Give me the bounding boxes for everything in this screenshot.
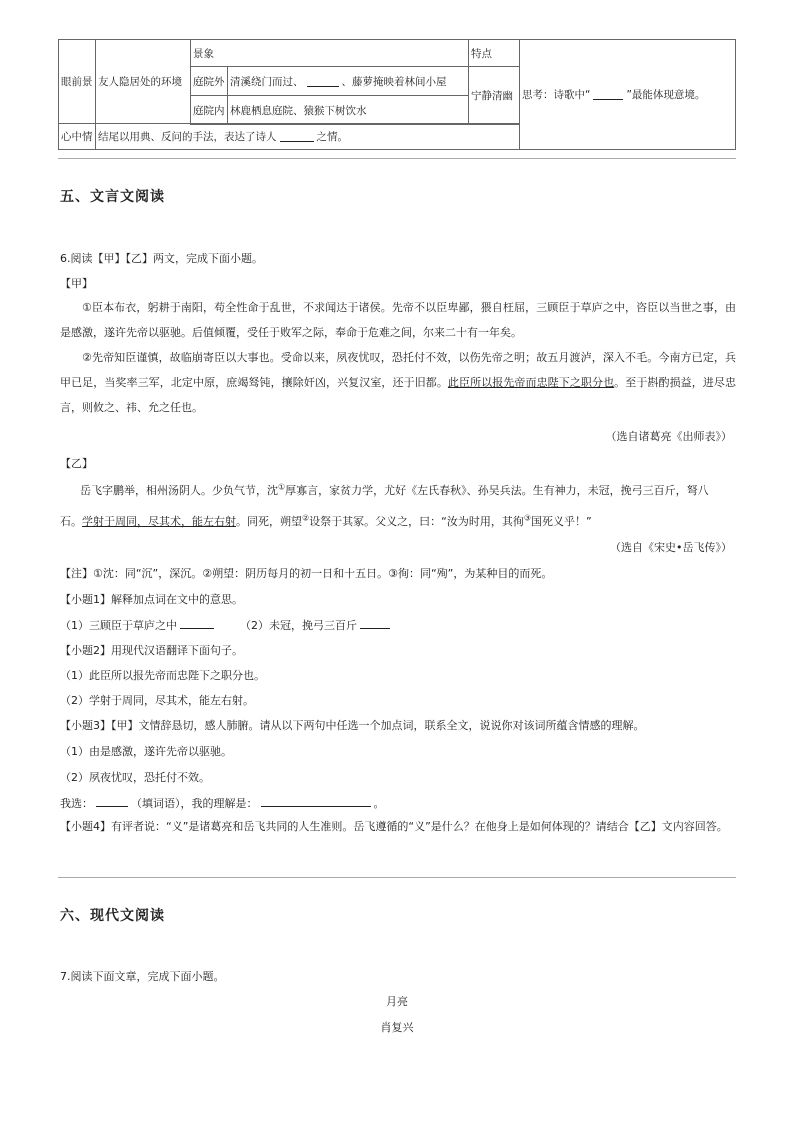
text: 我选： (60, 797, 93, 810)
poem-analysis-table (58, 39, 736, 150)
text: 厚寡言，家贫力学，尤好《左氏春秋》、孙吴兵法。生有神力，未冠，挽弓三百斤，弩八 (285, 484, 709, 497)
cell-environment (95, 39, 191, 124)
article-title: 月亮 (386, 995, 408, 1008)
annotation-note: 【注】①沈：同“沉”，深沉。②朔望：阴历每月的初一日和十五日。③徇：同“殉”，为某种目的而死。 (60, 567, 553, 580)
answer-blank[interactable] (280, 131, 314, 142)
answer-blank[interactable] (593, 89, 623, 100)
cell-think (519, 39, 736, 150)
cell-text: ”最能体现意境。 (626, 89, 706, 101)
cell-text: 之情。 (316, 131, 348, 143)
note-mark: ① (278, 482, 286, 492)
cell-text: 庭院外 (193, 75, 225, 88)
divider (58, 877, 736, 878)
subquestion-4: 【小题4】有评者说：“义”是诸葛亮和岳飞共同的人生准则。岳飞遵循的“义”是什么？在他身上是如何体现的？请结合【乙】文内容回答。 (60, 820, 728, 833)
passage-label-yi: 【乙】 (60, 457, 93, 470)
note-mark: ② (302, 513, 310, 523)
subquestion-2-b: （2）学射于周同，尽其术，能左右射。 (60, 694, 254, 707)
text: ②先帝知臣谨慎，故临崩寄臣以大事也。受命以来，夙夜忧叹，恐托付不效，以伤先帝之明；故五月渡泸，深入不毛。今南方已定，兵甲已足，当奖率三军，北定中原，庶竭驽钝，攘除奸凶，兴复汉室，还于旧都。 (60, 351, 736, 389)
text: （1）三顾臣于草庐之中 (60, 619, 177, 632)
cell-text: 眼前景 (61, 76, 93, 88)
cell-outside (190, 66, 228, 96)
subquestion-2-a: （1）此臣所以报先帝而忠陛下之职分也。 (60, 669, 265, 682)
cell-text: 友人隐居处的环境 (98, 76, 182, 88)
passage-jia-p2 (60, 345, 736, 420)
cell-outside-text (227, 66, 469, 96)
answer-blank[interactable] (180, 618, 214, 629)
passage-yi-line1 (80, 482, 709, 498)
subquestion-2: 【小题2】用现代汉语翻译下面句子。 (60, 644, 243, 657)
cell-front-scene (58, 39, 96, 124)
cell-header-feature (468, 39, 520, 67)
passage-label-jia: 【甲】 (60, 277, 93, 290)
note-mark: ③ (523, 513, 532, 523)
cell-text: 特点 (471, 47, 492, 60)
section-title: 五、文言文阅读 (60, 189, 165, 205)
text: （2）未冠，挽弓三百斤 (240, 619, 357, 632)
text: 石。 (60, 515, 82, 528)
cell-text: 宁静清幽 (471, 90, 513, 102)
cell-inside (190, 95, 228, 125)
subquestion-3-answer (60, 795, 385, 811)
answer-blank[interactable] (360, 618, 390, 629)
question-intro: 7.阅读下面文章，完成下面小题。 (60, 970, 225, 983)
subquestion-3: 【小题3】【甲】文情辞恳切，感人肺腑。请从以下两句中任选一个加点词，联系全文，说说你对该词所蕴含情感的理解。 (60, 719, 645, 732)
passage-yi-line2 (60, 513, 592, 529)
cell-text: 、藤萝掩映着林间小屋 (341, 75, 447, 88)
underlined-sentence: 学射于周同，尽其术，能左右射 (82, 515, 236, 528)
cell-text: 心中情 (61, 131, 93, 143)
cell-text: 庭院内 (193, 104, 225, 117)
passage-jia-p1: ①臣本布衣，躬耕于南阳，苟全性命于乱世，不求闻达于诸侯。先帝不以臣卑鄙，猥自枉屈，三顾臣于草庐之中，咨臣以当世之事，由是感激，遂许先帝以驱驰。后值倾覆，受任于败军之际，奉命于危难之间，尔来二十有一年矣。 (60, 301, 736, 339)
cell-inside-text (227, 95, 469, 125)
section-title: 六、现代文阅读 (60, 908, 165, 924)
source-jia: （选自诸葛亮《出师表》） (605, 430, 732, 443)
article-author: 肖复兴 (380, 1021, 414, 1034)
text: 设祭于其冢。父义之，曰：“汝为时用，其徇 (309, 515, 524, 528)
subquestion-3-b: （2）夙夜忧叹，恐托付不效。 (60, 771, 210, 784)
answer-blank[interactable] (307, 76, 339, 87)
text: 。 (373, 797, 385, 810)
subquestion-3-a: （1）由是感激，遂许先帝以驱驰。 (60, 745, 232, 758)
subquestion-1-items (60, 617, 393, 633)
question-intro: 6.阅读【甲】【乙】两文，完成下面小题。 (60, 252, 263, 265)
answer-blank[interactable] (96, 796, 128, 807)
cell-header-scene (190, 39, 469, 67)
text: （填词语），我的理解是： (131, 797, 258, 810)
underlined-sentence: 此臣所以报先帝而忠陛下之职分也 (447, 376, 615, 389)
cell-heart (58, 123, 96, 150)
text: 。至于斟酌损益，进尽忠言，则攸之、祎、允之任也。 (60, 376, 737, 414)
cell-text: 清溪绕门而过、 (230, 75, 304, 88)
cell-text: 林鹿栖息庭院、猿猴下树饮水 (230, 104, 367, 117)
text: 。同死，朔望 (236, 515, 302, 528)
source-yi: （选自《宋史•岳飞传》） (610, 541, 732, 554)
subquestion-1: 【小题1】解释加点词在文中的意思。 (60, 593, 243, 606)
cell-text: 结尾以用典、反问的手法，表达了诗人 (98, 131, 277, 143)
cell-emotion (95, 123, 520, 150)
divider (58, 158, 736, 159)
cell-feature (468, 66, 520, 125)
text: 国死义乎！” (531, 515, 592, 528)
cell-text: 思考：诗歌中“ (522, 89, 591, 101)
cell-text: 景象 (193, 47, 214, 60)
text: 岳飞字鹏举，相州汤阴人。少负气节，沈 (80, 484, 278, 497)
answer-blank[interactable] (261, 796, 371, 807)
